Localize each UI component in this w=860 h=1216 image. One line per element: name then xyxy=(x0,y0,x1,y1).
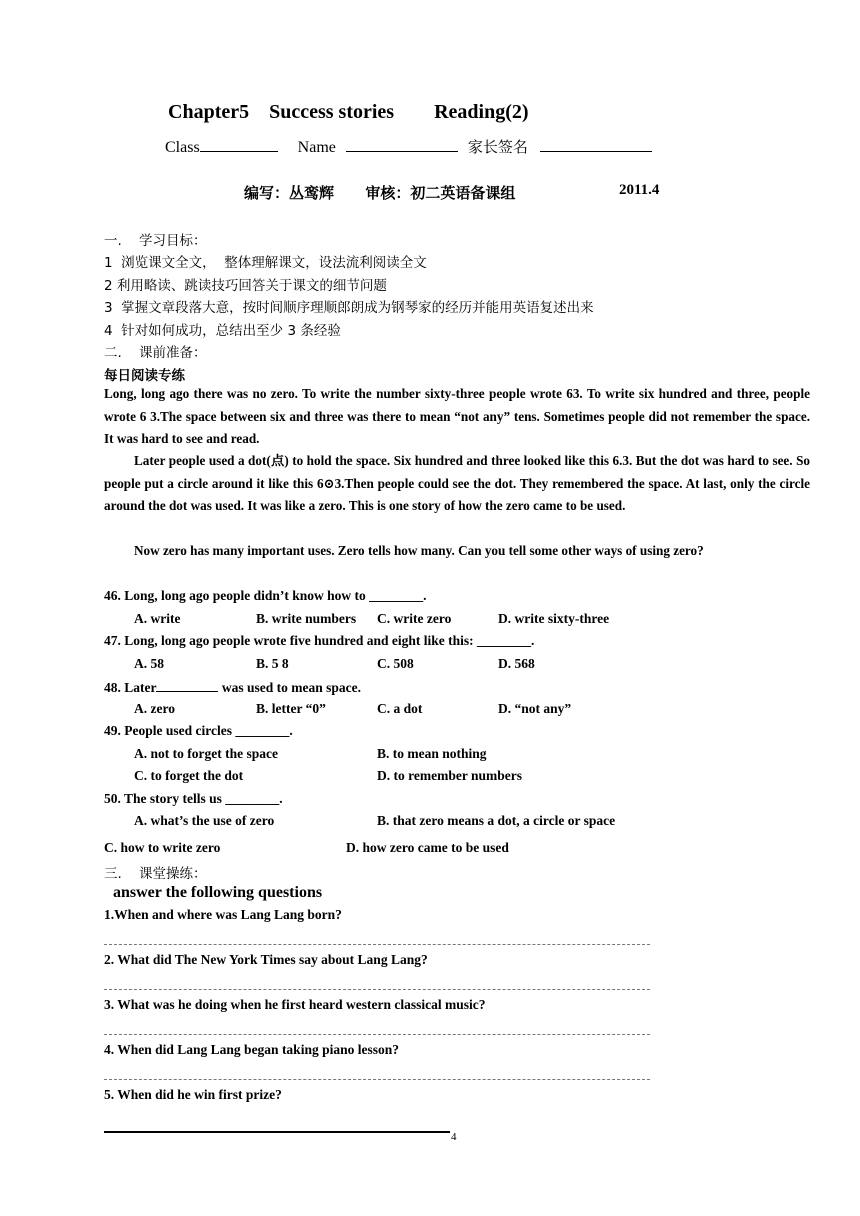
option[interactable]: A. not to forget the space xyxy=(134,746,278,761)
answer-line[interactable] xyxy=(104,989,650,990)
answer-line[interactable] xyxy=(104,944,650,945)
section1-heading: 一. 学习目标： xyxy=(104,233,207,249)
question-stem: 47. Long, long ago people wrote five hundred and eight like this: ________. xyxy=(104,633,535,648)
question-stem: 46. Long, long ago people didn’t know how to ________. xyxy=(104,588,427,603)
option[interactable]: D. how zero came to be used xyxy=(346,840,509,855)
open-question: 2. What did The New York Times say about Lang Lang? xyxy=(104,952,428,967)
option[interactable]: C. write zero xyxy=(377,611,452,626)
section3-subheading: answer the following questions xyxy=(113,884,323,901)
open-question: 3. What was he doing when he first heard western classical music? xyxy=(104,997,486,1012)
section2-heading: 二. 课前准备： xyxy=(104,345,207,361)
answer-blank[interactable] xyxy=(156,678,218,692)
goal-item: 2 利用略读、跳读技巧回答关于课文的细节问题 xyxy=(104,278,387,294)
reading-paragraph: Now zero has many important uses. Zero tells how many. Can you tell some other ways of using zero? xyxy=(134,543,704,558)
option[interactable]: C. to forget the dot xyxy=(134,768,244,783)
page-title: Chapter5 Success stories Reading(2) xyxy=(168,101,529,123)
option[interactable]: B. letter “0” xyxy=(256,701,326,716)
option[interactable]: B. write numbers xyxy=(256,611,357,626)
option[interactable]: D. to remember numbers xyxy=(377,768,522,783)
answer-line[interactable] xyxy=(104,1079,650,1080)
option[interactable]: C. a dot xyxy=(377,701,423,716)
parent-sign-blank[interactable] xyxy=(540,137,652,152)
section3-heading: 三. 课堂操练： xyxy=(104,866,207,882)
question-suffix: was used to mean space. xyxy=(218,680,361,695)
name-label: Name xyxy=(297,139,336,156)
open-question: 1.When and where was Lang Lang born? xyxy=(104,907,342,922)
question-stem: 50. The story tells us ________. xyxy=(104,791,283,806)
open-question: 4. When did Lang Lang began taking piano lesson? xyxy=(104,1042,399,1057)
parent-sign-label: 家长签名 xyxy=(467,138,528,156)
option[interactable]: A. 58 xyxy=(134,656,164,671)
option[interactable]: C. 508 xyxy=(377,656,414,671)
option[interactable]: B. to mean nothing xyxy=(377,746,487,761)
option[interactable]: B. that zero means a dot, a circle or space xyxy=(377,813,616,828)
date: 2011.4 xyxy=(619,182,660,198)
name-blank[interactable] xyxy=(346,137,458,152)
option[interactable]: D. 568 xyxy=(498,656,535,671)
answer-line[interactable] xyxy=(104,1034,650,1035)
option[interactable]: D. write sixty-three xyxy=(498,611,610,626)
reading-paragraph: Later people used a dot(点) to hold the space. Six hundred and three looked like this 6.3. But the dot was hard to see. So people put a circle around it like this 6⊙3.Then people could see the dot. They remembered the space. At last, only the circle around the dot was used. It was like a zero. This is one story of how the zero came to be used. xyxy=(104,453,810,513)
class-label: Class xyxy=(165,139,200,156)
question-stem xyxy=(104,678,361,696)
option[interactable]: A. write xyxy=(134,611,181,626)
goal-item: 1 浏览课文全文， 整体理解课文，设法流利阅读全文 xyxy=(104,255,427,271)
option[interactable]: C. how to write zero xyxy=(104,840,221,855)
author-line: 编写：丛鸾辉 审核：初二英语备课组 xyxy=(244,184,516,202)
option[interactable]: D. “not any” xyxy=(498,701,572,716)
reading-paragraph: Long, long ago there was no zero. To write the number sixty-three people wrote 63. To write six hundred and three, people wrote 6 3.The space between six and three was there to mean “not any” tens. Sometimes people did not remember the space. It was hard to see and read. xyxy=(104,386,810,446)
daily-reading-heading: 每日阅读专练 xyxy=(104,368,185,384)
goal-item: 4 针对如何成功，总结出至少 3 条经验 xyxy=(104,323,341,339)
question-stem: 49. People used circles ________. xyxy=(104,723,293,738)
footer-rule xyxy=(104,1131,450,1133)
open-question: 5. When did he win first prize? xyxy=(104,1087,282,1102)
student-info-row xyxy=(165,136,652,157)
goal-item: 3 掌握文章段落大意，按时间顺序理顺郎朗成为钢琴家的经历并能用英语复述出来 xyxy=(104,300,594,316)
page-number: 4 xyxy=(451,1131,457,1143)
class-blank[interactable] xyxy=(200,137,278,152)
question-prefix: 48. Later xyxy=(104,680,157,695)
option[interactable]: B. 5 8 xyxy=(256,656,289,671)
option[interactable]: A. zero xyxy=(134,701,175,716)
option[interactable]: A. what’s the use of zero xyxy=(134,813,275,828)
